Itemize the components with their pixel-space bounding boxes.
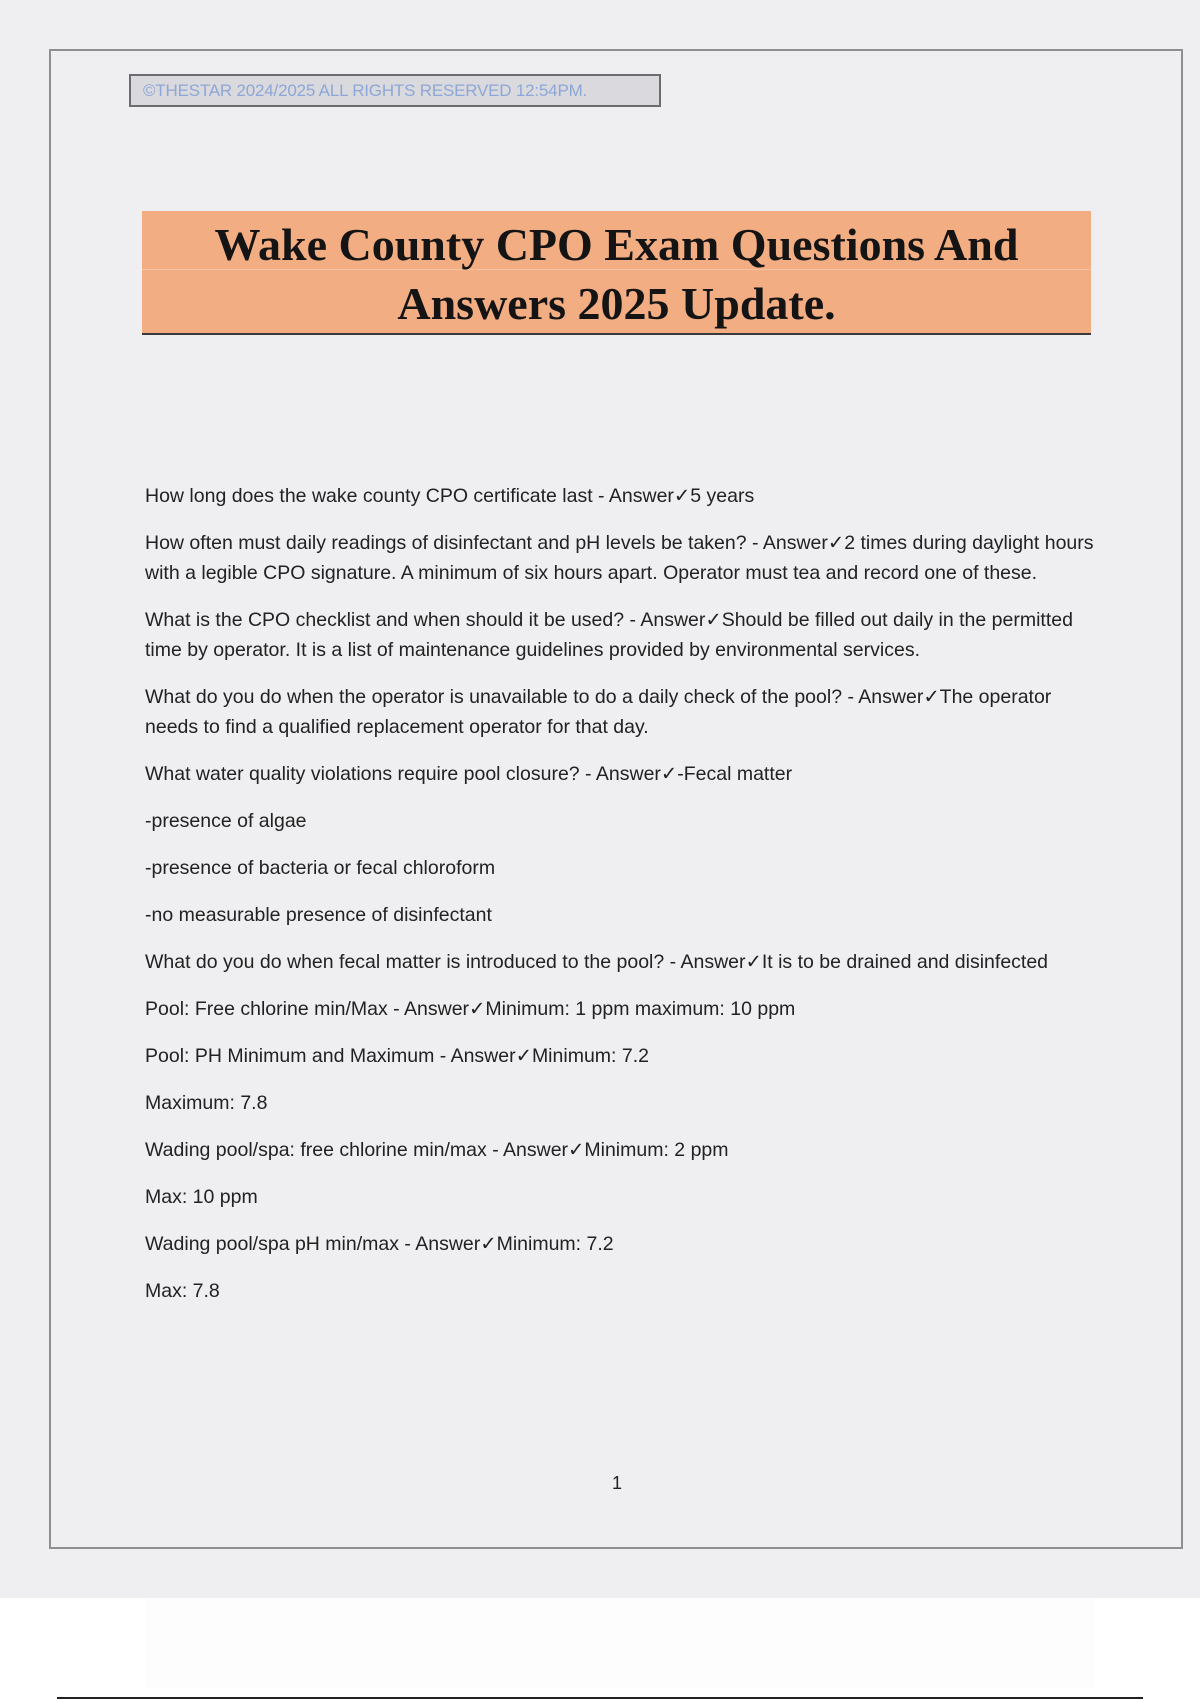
- qa-paragraph-1: How long does the wake county CPO certificate last - Answer✓5 years: [145, 485, 755, 507]
- qa-paragraph-3: What is the CPO checklist and when should it be used? - Answer✓Should be filled out daily in the permitted time by operator. It is a list of maintenance guidelines provided by environmental services.: [145, 609, 1073, 661]
- qa-paragraph-6: -presence of algae: [145, 810, 307, 832]
- qa-paragraph-15: Wading pool/spa pH min/max - Answer✓Minimum: 7.2: [145, 1233, 614, 1255]
- qa-paragraph-13: Wading pool/spa: free chlorine min/max - Answer✓Minimum: 2 ppm: [145, 1139, 729, 1161]
- title-line-2: Answers 2025 Update.: [397, 278, 836, 329]
- qa-paragraph-16: Max: 7.8: [145, 1280, 220, 1302]
- page-number: 1: [611, 1473, 622, 1493]
- qa-paragraph-2: How often must daily readings of disinfectant and pH levels be taken? - Answer✓2 times during daylight hours with a legible CPO signature. A minimum of six hours apart. Operator must tea and record one of these.: [145, 532, 1094, 584]
- qa-paragraph-10: Pool: Free chlorine min/Max - Answer✓Minimum: 1 ppm maximum: 10 ppm: [145, 998, 796, 1020]
- title-line-1: Wake County CPO Exam Questions And: [214, 219, 1019, 270]
- qa-paragraph-5: What water quality violations require pool closure? - Answer✓-Fecal matter: [145, 763, 793, 785]
- title-banner: [142, 211, 1091, 335]
- document-title: [142, 211, 1091, 333]
- qa-paragraph-12: Maximum: 7.8: [145, 1092, 268, 1114]
- copyright-watermark: ©THESTAR 2024/2025 ALL RIGHTS RESERVED 12:54PM.: [129, 74, 661, 107]
- qa-content: [145, 481, 1095, 1323]
- qa-paragraph-14: Max: 10 ppm: [145, 1186, 258, 1208]
- qa-paragraph-8: -no measurable presence of disinfectant: [145, 904, 492, 926]
- qa-paragraph-4: What do you do when the operator is unavailable to do a daily check of the pool? - Answer✓The operator needs to find a qualified replacement operator for that day.: [145, 686, 1052, 738]
- next-page-preview: [145, 1598, 1095, 1688]
- qa-paragraph-7: -presence of bacteria or fecal chloroform: [145, 857, 496, 879]
- qa-paragraph-11: Pool: PH Minimum and Maximum - Answer✓Minimum: 7.2: [145, 1045, 649, 1067]
- bottom-divider: [57, 1697, 1143, 1699]
- qa-paragraph-9: What do you do when fecal matter is introduced to the pool? - Answer✓It is to be drained and disinfected: [145, 951, 1049, 973]
